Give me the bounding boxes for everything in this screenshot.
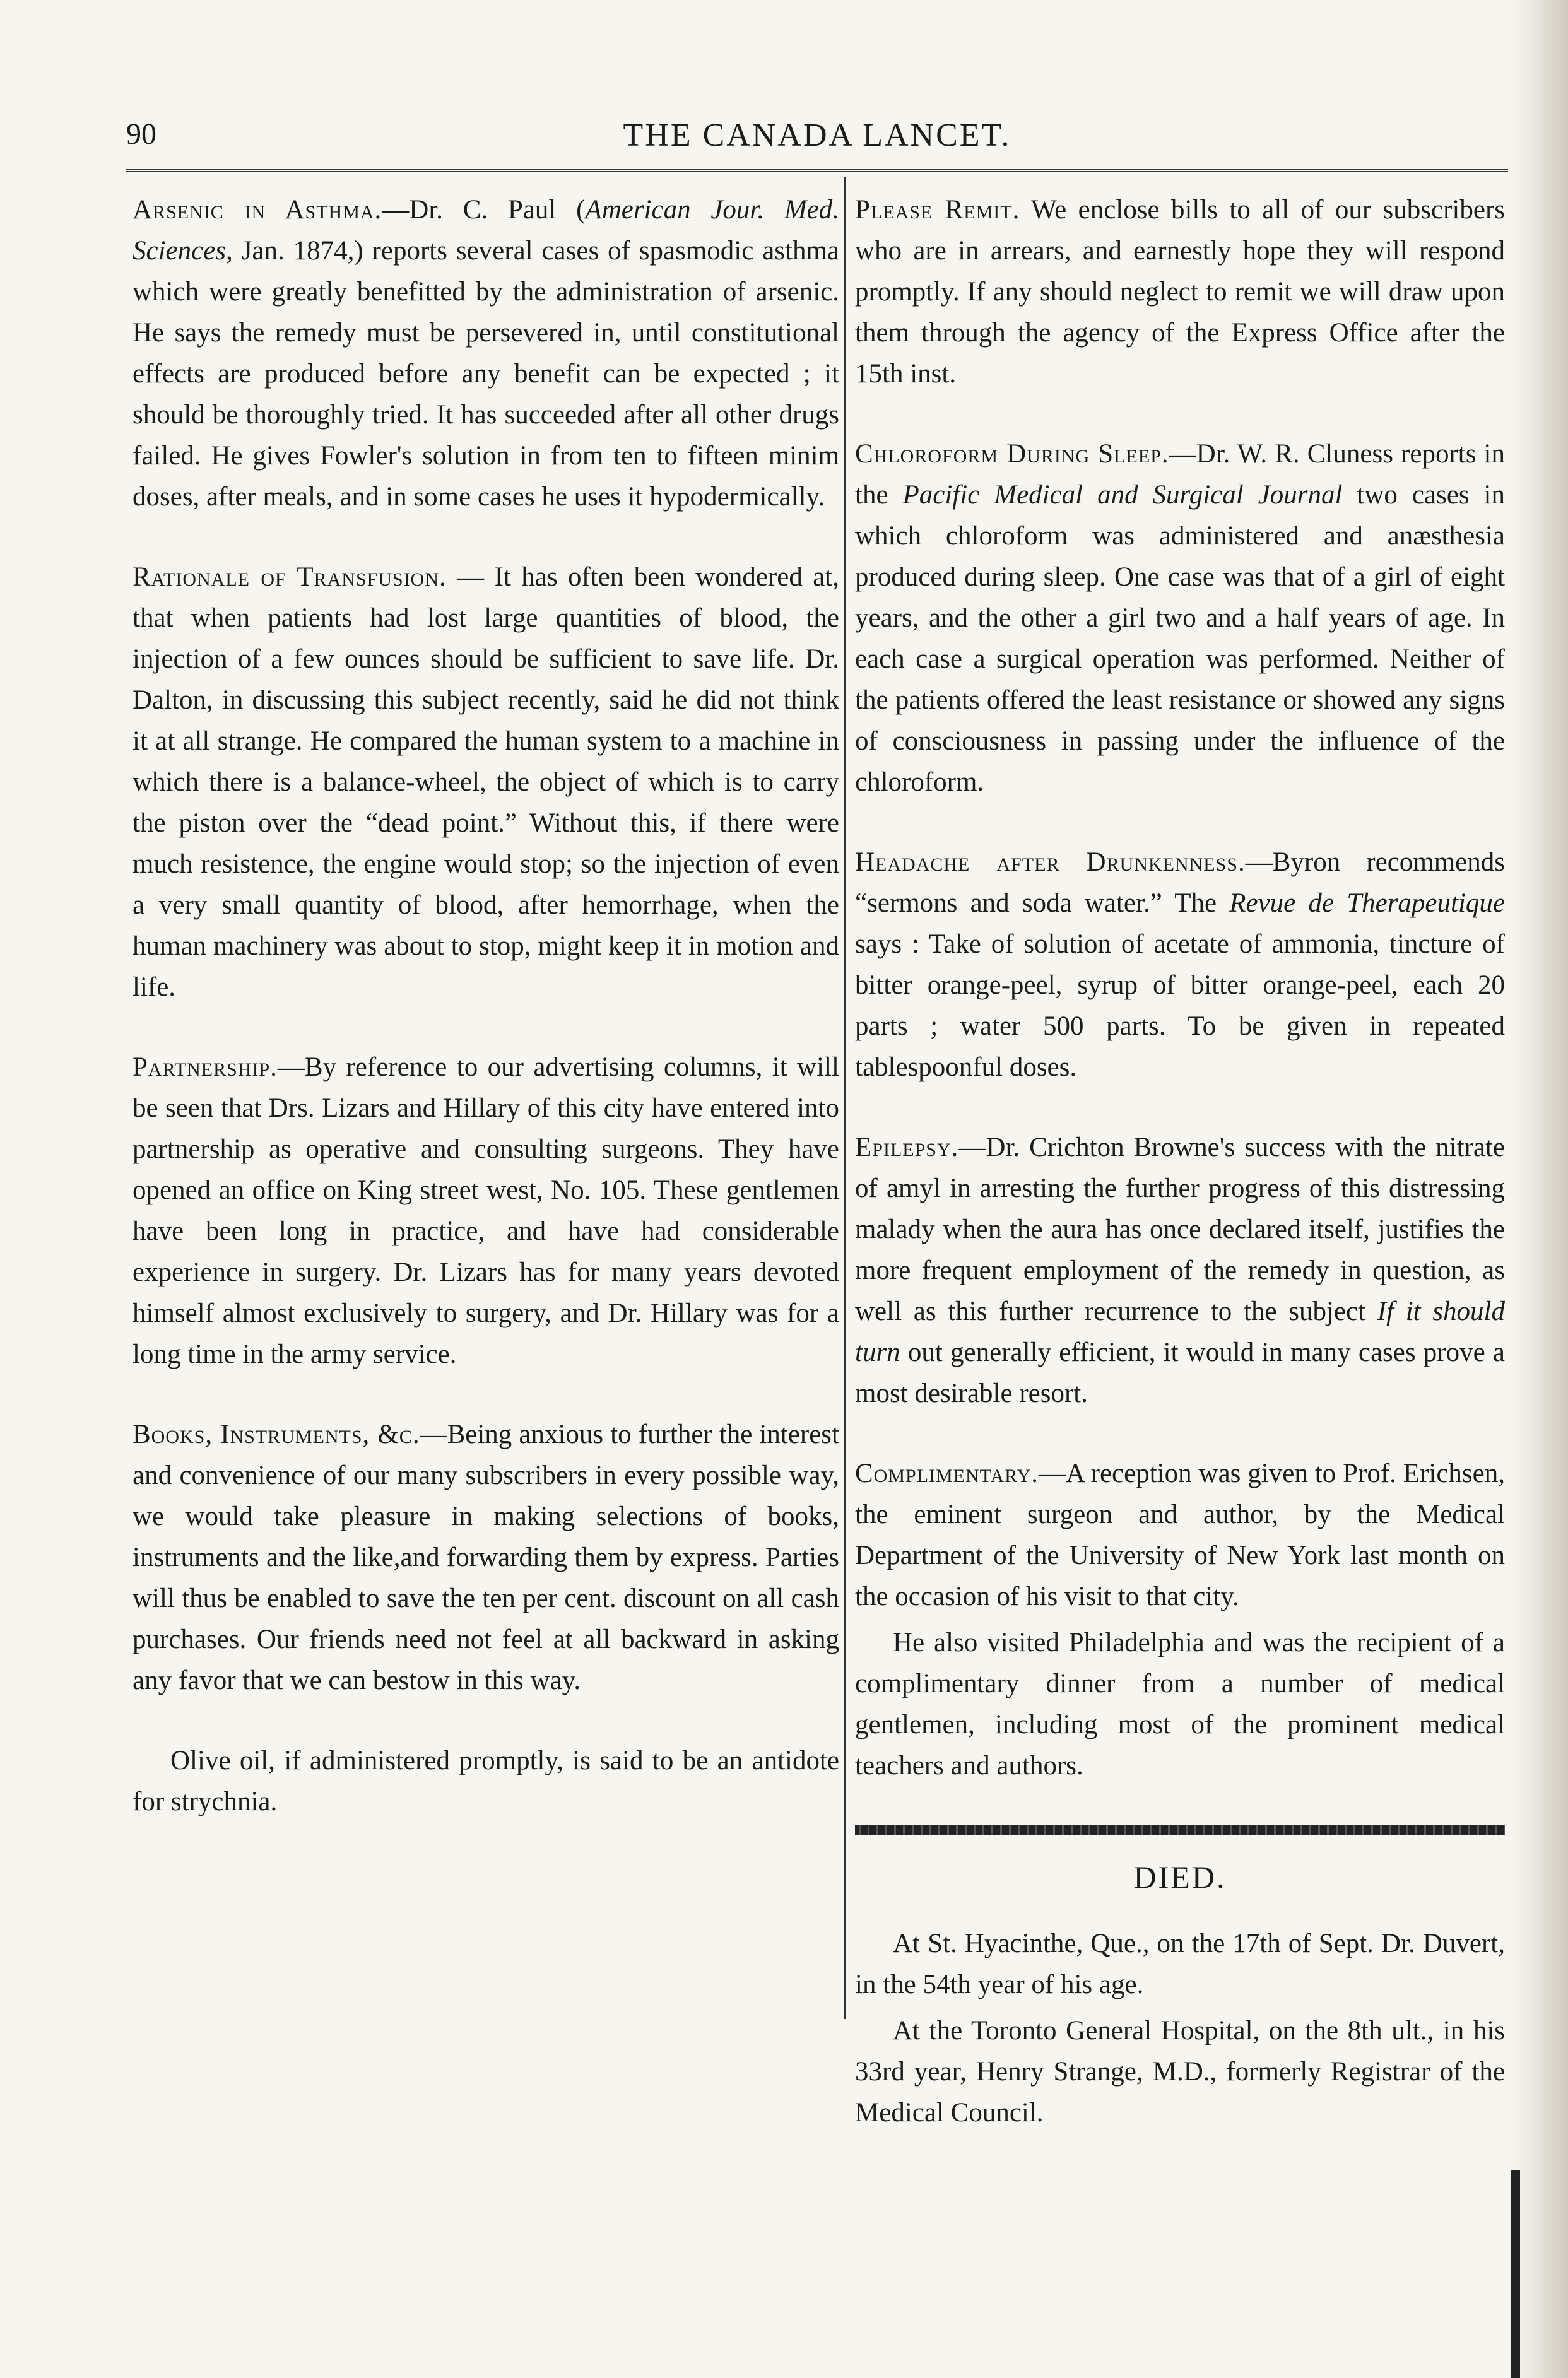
right-column xyxy=(855,189,1505,2138)
article-heading: Rationale of Transfusion. xyxy=(133,562,447,592)
article-books-instruments: Books, Instruments, &c.—Being anxious to further the interest and convenience of our many subscribers in every possible way, we would take pleasure in making selections of books, instruments and the like,and forwarding them by express. Parties will thus be enabled to save the ten per cent. discount on all cash purchases. Our friends need not feel at all backward in asking any favor that we can bestow in this way. xyxy=(133,1420,839,1695)
article-olive-oil: Olive oil, if administered promptly, is said to be an antidote for strychnia. xyxy=(133,1746,839,1816)
article-arsenic-in-asthma: Arsenic in Asthma.—Dr. C. Paul (American Jour. Med. Sciences, Jan. 1874,) reports several cases of spasmodic asthma which were greatly benefitted by the administration of arsenic. He says the remedy must be persevered in, until constitutional effects are produced before any benefit can be expected ; it should be thoroughly tried. It has succeeded after all other drugs failed. He gives Fowler's solution in from ten to fifteen minim doses, after meals, and in some cases he uses it hypodermically. xyxy=(133,195,839,512)
article-rationale-of-transfusion: Rationale of Transfusion. — It has often been wondered at, that when patients had lost large quantities of blood, the injection of a few ounces should be sufficient to save life. Dr. Dalton, in discussing this subject recently, said he did not think it at all strange. He compared the human system to a machine in which there is a balance-wheel, the object of which is to carry the piston over the “dead point.” Without this, if there were much resistence, the engine would stop; so the injection of even a very small quantity of blood, after hemorrhage, when the human machinery was about to stop, might keep it in motion and life. xyxy=(133,562,840,1002)
header-rule xyxy=(126,169,1508,175)
obituary-entry: At the Toronto General Hospital, on the 8th ult., in his 33rd year, Henry Strange, M.D., formerly Registrar of the Medical Council. xyxy=(855,2016,1505,2128)
page-edge-shadow xyxy=(1511,0,1568,2378)
obituary-entry: At St. Hyacinthe, Que., on the 17th of Sept. Dr. Duvert, in the 54th year of his age. xyxy=(855,1929,1505,1999)
journal-citation: Pacific Medical and Surgical Journal xyxy=(902,480,1343,510)
article-heading: Headache after Drunkenness. xyxy=(855,847,1246,877)
article-heading: Please Remit. xyxy=(855,195,1020,225)
page-number: 90 xyxy=(126,117,156,151)
left-column xyxy=(133,189,839,1861)
article-heading: Complimentary. xyxy=(855,1459,1039,1488)
article-partnership: Partnership.—By reference to our advertising columns, it will be seen that Drs. Lizars and Hillary of this city have entered into partnership as operative and consulting surgeons. They have opened an office on King street west, No. 105. These gentlemen have been long in practice, and have had considerable experience in surgery. Dr. Lizars has for many years devoted himself almost exclusively to surgery, and Dr. Hillary was for a long time in the army service. xyxy=(133,1052,839,1369)
article-complimentary: Complimentary.—A reception was given to Prof. Erichsen, the eminent surgeon and author, by the Medical Department of the University of New York last month on the occasion of his visit to that city. xyxy=(855,1459,1505,1611)
article-epilepsy: Epilepsy.—Dr. Crichton Browne's success with the nitrate of amyl in arresting the further progress of this distressing malady when the aura has once declared itself, justifies the more frequent employment of the remedy in question, as well as this further recurrence to the subject If it should turn out generally efficient, it would in many cases prove a most desirable resort. xyxy=(855,1133,1505,1408)
article-heading: Arsenic in Asthma. xyxy=(133,195,382,225)
journal-citation: Revue de Therapeutique xyxy=(1229,888,1505,918)
died-heading: DIED. xyxy=(1133,1859,1227,1895)
article-heading: Books, Instruments, &c. xyxy=(133,1420,420,1449)
article-heading: Partnership. xyxy=(133,1052,278,1082)
journal-title: THE CANADA LANCET. xyxy=(623,117,1011,153)
article-chloroform-during-sleep: Chloroform During Sleep.—Dr. W. R. Cluness reports in the Pacific Medical and Surgical Journal two cases in which chloroform was administered and anæsthesia produced during sleep. One case was that of a girl of eight years, and the other a girl two and a half years of age. In each case a surgical operation was performed. Neither of the patients offered the least resistance or showed any signs of consciousness in passing under the influence of the chloroform. xyxy=(855,439,1506,797)
article-complimentary-continued: He also visited Philadelphia and was the recipient of a complimentary dinner from a number of medical gentlemen, including most of the prominent medical teachers and authors. xyxy=(855,1628,1505,1781)
page-edge-bar xyxy=(1511,2170,1520,2378)
article-heading: Epilepsy. xyxy=(855,1133,959,1162)
article-headache-after-drunkenness: Headache after Drunkenness.—Byron recommends “sermons and soda water.” The Revue de Therapeutique says : Take of solution of acetate of ammonia, tincture of bitter orange-peel, syrup of bitter orange-peel, each 20 parts ; water 500 parts. To be given in repeated tablespoonful doses. xyxy=(855,847,1506,1082)
journal-citation: American Jour. Med. Sciences, xyxy=(133,195,839,266)
article-please-remit: Please Remit. We enclose bills to all of our subscribers who are in arrears, and earnestly hope they will respond promptly. If any should neglect to remit we will draw upon them through the agency of the Express Office after the 15th inst. xyxy=(855,195,1505,389)
article-heading: Chloroform During Sleep. xyxy=(855,439,1169,469)
column-divider xyxy=(844,177,846,2019)
section-divider xyxy=(855,1825,1505,1835)
page-header xyxy=(126,117,1508,167)
